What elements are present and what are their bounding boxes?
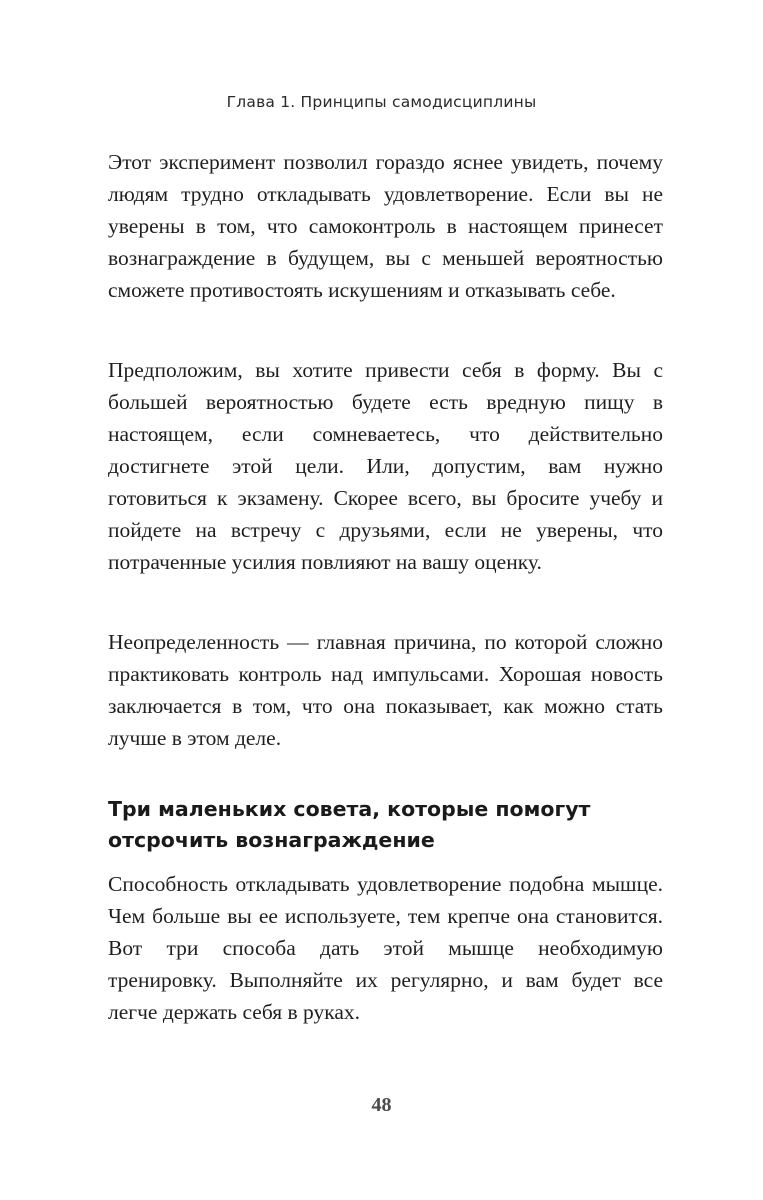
paragraph: Этот эксперимент позволил гораздо яснее увидеть, почему людям трудно откладывать удовлетворение. Если вы не уверены в том, что самоконтроль в настоящем принесет вознаграждение в будущем, вы с меньшей вероятностью сможете противостоять искушениям и отказывать себе. bbox=[108, 150, 663, 302]
paragraph: Неопределенность — главная причина, по которой сложно практиковать контроль над импульсами. Хорошая новость заключается в том, что она показывает, как можно стать лучше в этом деле. bbox=[108, 630, 663, 750]
paragraph: Способность откладывать удовлетворение подобна мышце. Чем больше вы ее используете, тем крепче она становится. Вот три способа дать этой мышце необходимую тренировку. Выполняйте их регулярно, и вам будет все легче держать себя в руках. bbox=[108, 872, 663, 1024]
running-header: Глава 1. Принципы самодисциплины bbox=[226, 93, 537, 111]
section-heading: Три маленьких совета, которые помогут отсрочить вознаграждение bbox=[108, 797, 591, 852]
page-number: 48 bbox=[371, 1094, 392, 1116]
paragraph: Предположим, вы хотите привести себя в форму. Вы с большей вероятностью будете есть вредную пищу в настоящем, если сомневаетесь, что действительно достигнете этой цели. Или, допустим, вам нужно готовиться к экзамену. Скорее всего, вы бросите учебу и пойдете на встречу с друзьями, если не уверены, что потраченные усилия повлияют на вашу оценку. bbox=[108, 358, 663, 574]
